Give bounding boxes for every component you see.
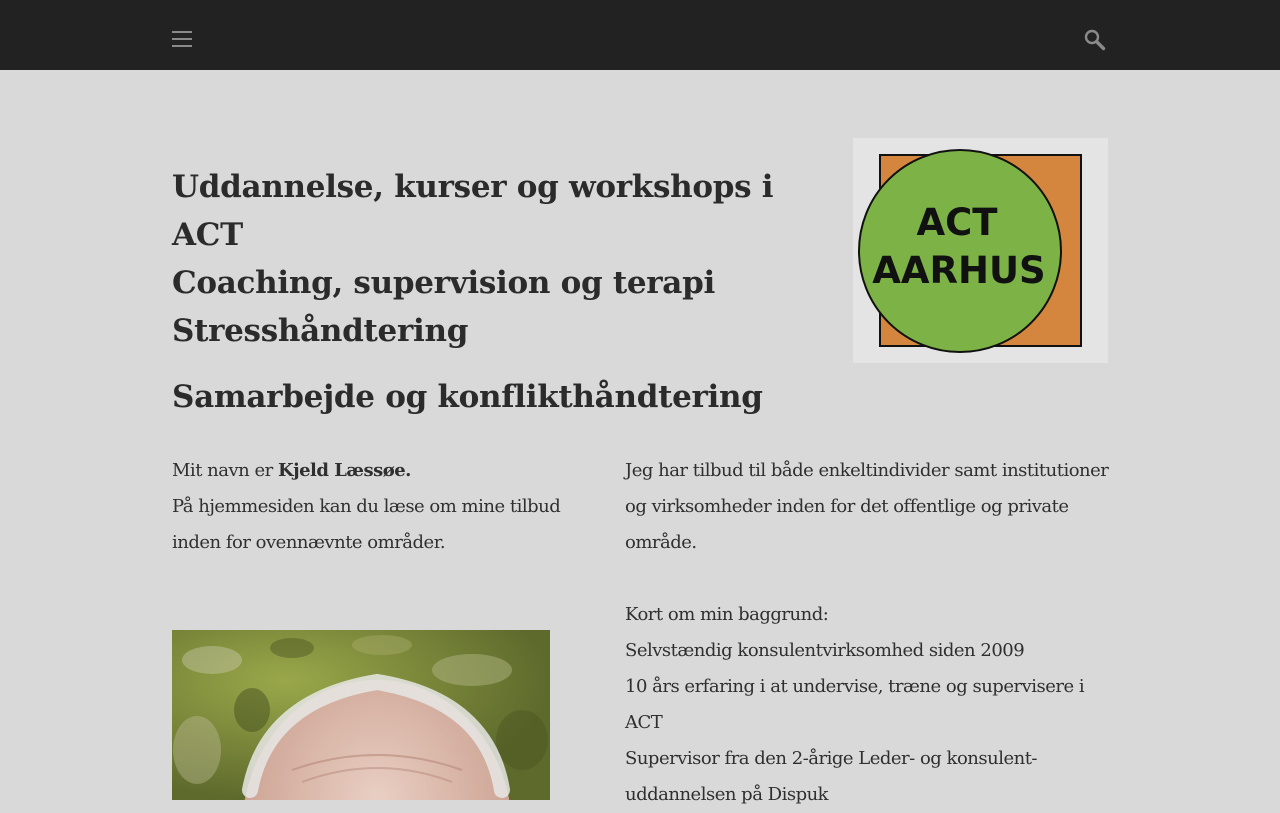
logo-text-act: ACT (916, 201, 998, 244)
intro-left-column (172, 453, 572, 561)
portrait-photo (172, 630, 550, 800)
heading-line: Stresshåndtering (172, 313, 469, 349)
name-prefix: Mit navn er (172, 460, 278, 481)
offer-text-line: område. (625, 532, 697, 553)
act-aarhus-logo (853, 138, 1108, 363)
heading-line: Uddannelse, kurser og workshops i (172, 169, 774, 205)
hamburger-menu-icon[interactable] (172, 31, 192, 47)
intro-right-column (625, 453, 1115, 813)
intro-text-line: På hjemmesiden kan du læse om mine tilbud (172, 496, 561, 517)
spacer (625, 561, 1115, 597)
intro-name-line (172, 453, 572, 489)
top-navigation-bar (0, 0, 1280, 70)
intro-text-line: inden for ovennævnte områder. (172, 532, 446, 553)
background-line: ACT (625, 712, 663, 733)
logo-text-aarhus: AARHUS (872, 249, 1046, 292)
background-title: Kort om min baggrund: (625, 604, 829, 625)
heading-line: Coaching, supervision og terapi (172, 265, 715, 301)
page-headings (172, 163, 792, 355)
background-line: Supervisor fra den 2-årige Leder- og konsulent- (625, 748, 1038, 769)
heading-line: ACT (172, 217, 243, 253)
author-name: Kjeld Læssøe. (277, 460, 411, 481)
subheading: Samarbejde og konflikthåndtering (172, 379, 763, 415)
search-icon[interactable] (1084, 29, 1106, 51)
background-line: 10 års erfaring i at undervise, træne og supervisere i (625, 676, 1085, 697)
background-line: uddannelsen på Dispuk (625, 784, 829, 805)
background-line: Selvstændig konsulentvirksomhed siden 2009 (625, 640, 1025, 661)
offer-text-line: Jeg har tilbud til både enkeltindivider samt institutioner (625, 460, 1109, 481)
offer-text-line: og virksomheder inden for det offentlige og private (625, 496, 1069, 517)
